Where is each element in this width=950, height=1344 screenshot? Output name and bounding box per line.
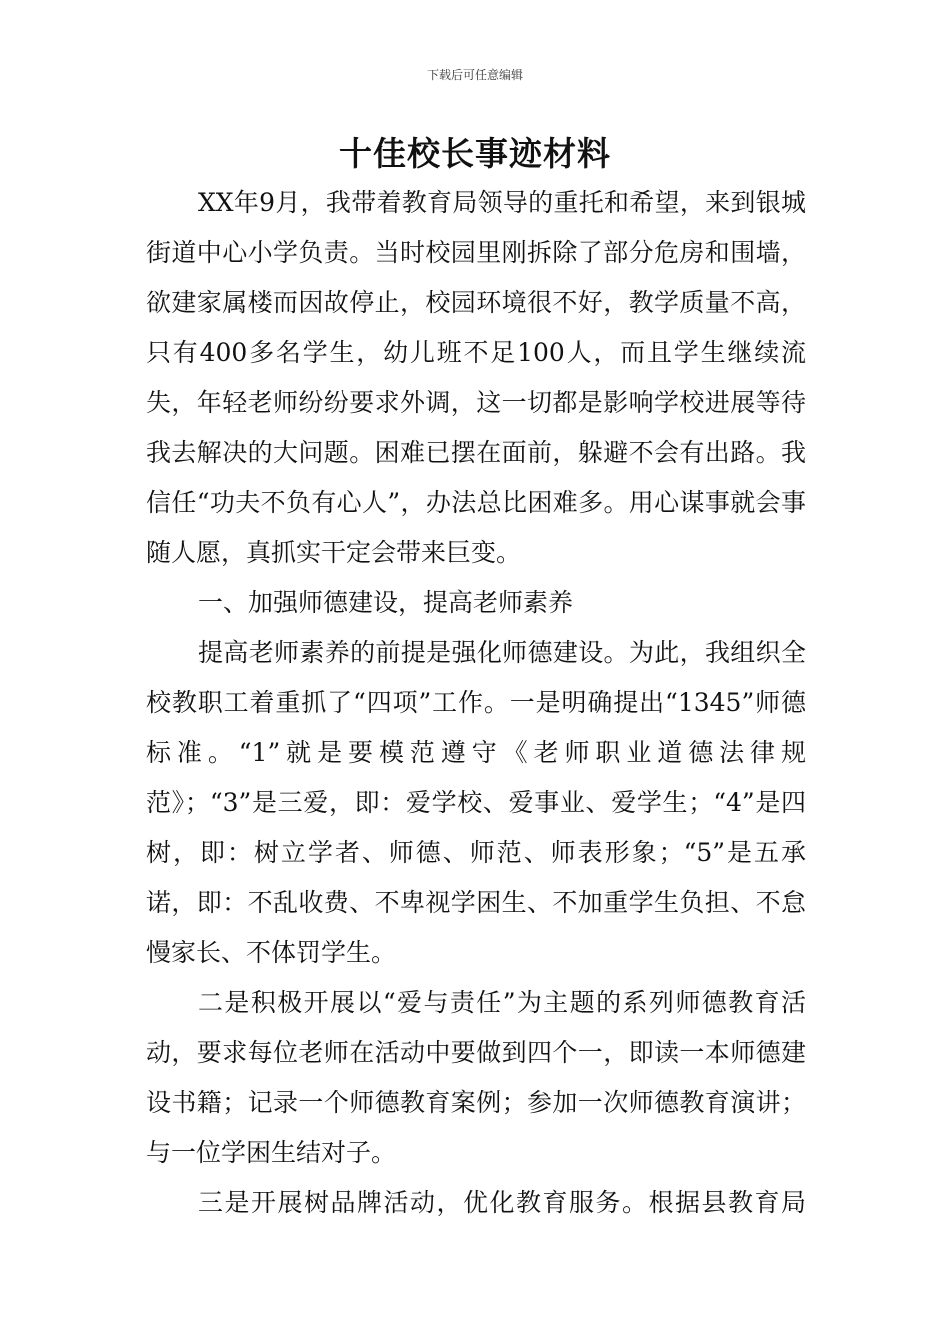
paragraph-standards: 提高老师素养的前提是强化师德建设。为此，我组织全校教职工着重抓了“四项”工作。一是明确提出“1345”师德标准。“1”就是要模范遵守《老师职业道德法律规范》；“3”是三爱，即：爱学校、爱事业、爱学生；“4”是四树，即：树立学者、师德、师范、师表形象；“5”是五承诺，即：不乱收费、不卑视学困生、不加重学生负担、不怠慢家长、不体罚学生。 — [146, 638, 806, 967]
paragraph-brand: 三是开展树品牌活动，优化教育服务。根据县教育局 — [198, 1188, 806, 1217]
document-body — [146, 178, 806, 1228]
section-heading-1: 一、加强师德建设，提高老师素养 — [198, 588, 574, 617]
paragraph-intro: XX年9月，我带着教育局领导的重托和希望，来到银城街道中心小学负责。当时校园里刚拆除了部分危房和围墙，欲建家属楼而因故停止，校园环境很不好，教学质量不高，只有400多名学生，幼儿班不足100人，而且学生继续流失，年轻老师纷纷要求外调，这一切都是影响学校进展等待我去解决的大问题。困难已摆在面前，躲避不会有出路。我信任“功夫不负有心人”，办法总比困难多。用心谋事就会事随人愿，真抓实干定会带来巨变。 — [146, 188, 806, 567]
header-note: 下载后可任意编辑 — [426, 68, 523, 82]
paragraph-activities: 二是积极开展以“爱与责任”为主题的系列师德教育活动，要求每位老师在活动中要做到四个一，即读一本师德建设书籍；记录一个师德教育案例；参加一次师德教育演讲；与一位学困生结对子。 — [146, 988, 806, 1167]
document-title: 十佳校长事迹材料 — [339, 134, 611, 173]
